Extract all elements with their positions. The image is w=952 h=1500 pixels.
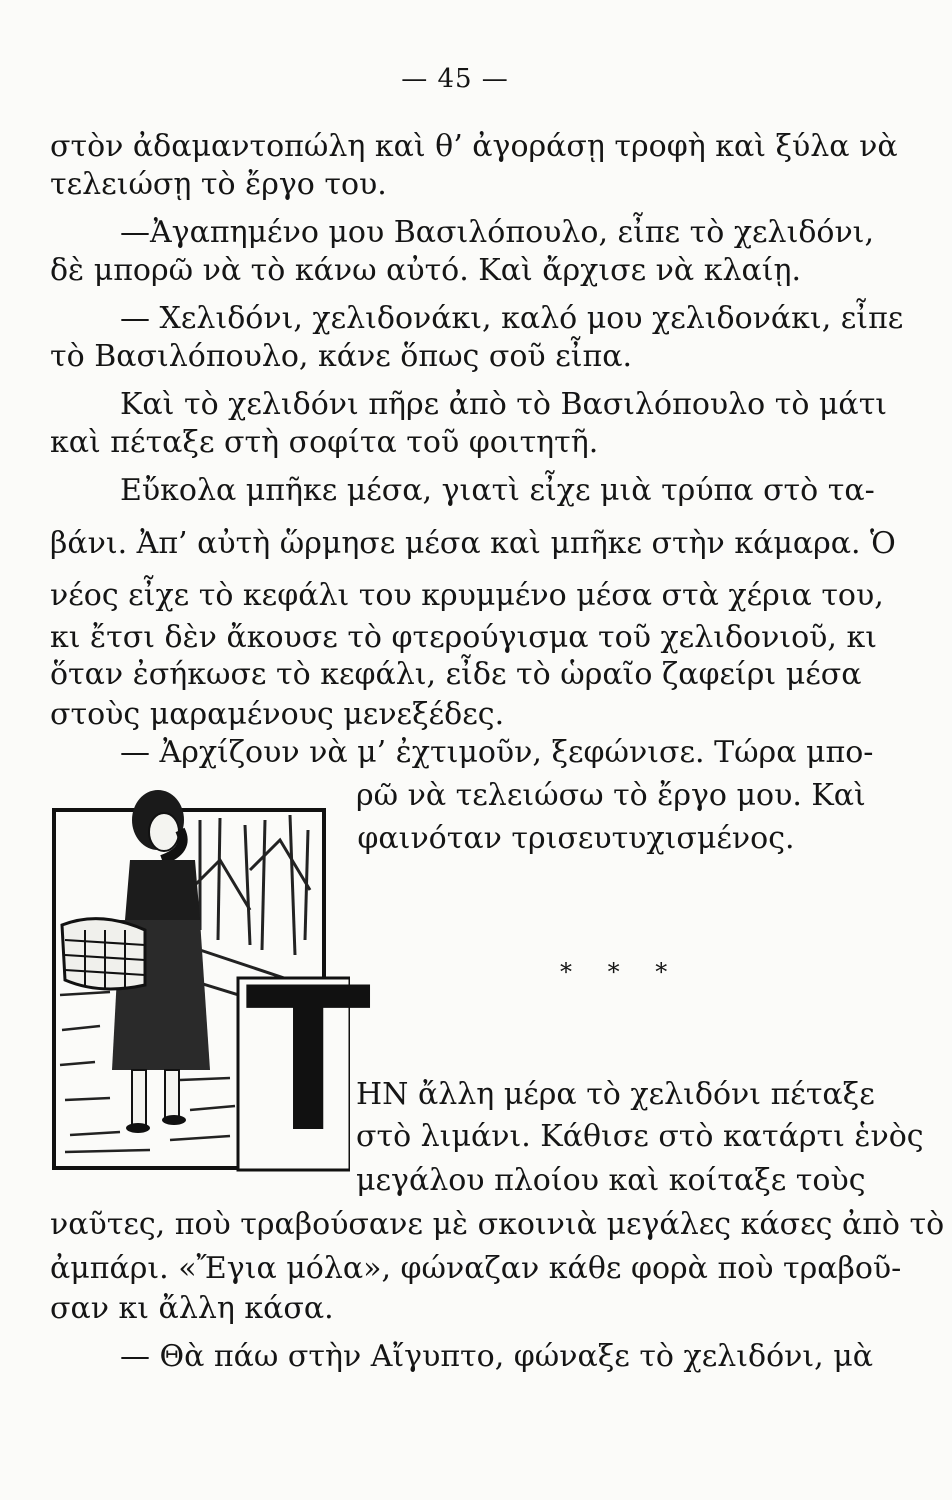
text-line: Εὔκολα μπῆκε μέσα, γιατὶ εἶχε μιὰ τρύπα στὸ τα- — [120, 473, 875, 508]
text-line: ΗΝ ἄλλη μέρα τὸ χελιδόνι πέταξε — [356, 1077, 875, 1112]
text-line: μεγάλου πλοίου καὶ κοίταξε τοὺς — [356, 1163, 866, 1198]
text-line: στὸν ἀδαμαντοπώλη καὶ θ’ ἀγοράσῃ τροφὴ καὶ ξύλα νὰ — [50, 129, 898, 164]
text-line: ρῶ νὰ τελειώσω τὸ ἔργο μου. Καὶ — [356, 778, 866, 813]
text-line: στὸ λιμάνι. Κάθισε στὸ κατάρτι ἑνὸς — [356, 1119, 924, 1154]
text-line: στοὺς μαραμένους μενεξέδες. — [50, 697, 505, 732]
page-number: — 45 — — [401, 64, 509, 94]
drop-cap-letter: T — [244, 939, 373, 1174]
text-line: —Ἀγαπημένο μου Βασιλόπουλο, εἶπε τὸ χελιδόνι, — [120, 215, 874, 250]
text-line: καὶ πέταξε στὴ σοφίτα τοῦ φοιτητῆ. — [50, 425, 599, 460]
text-line: νέος εἶχε τὸ κεφάλι του κρυμμένο μέσα στὰ χέρια του, — [50, 578, 884, 613]
text-line: — Χελιδόνι, χελιδονάκι, καλό μου χελιδονάκι, εἶπε — [120, 301, 904, 336]
text-line: σαν κι ἄλλη κάσα. — [50, 1291, 334, 1326]
text-line: ὅταν ἐσήκωσε τὸ κεφάλι, εἶδε τὸ ὡραῖο ζαφείρι μέσα — [50, 657, 862, 692]
section-separator: * * * — [560, 958, 682, 986]
text-line: τὸ Βασιλόπουλο, κάνε ὅπως σοῦ εἶπα. — [50, 339, 633, 374]
text-line: Καὶ τὸ χελιδόνι πῆρε ἀπὸ τὸ Βασιλόπουλο τὸ μάτι — [120, 387, 888, 422]
text-line: βάνι. Ἀπ’ αὐτὴ ὥρμησε μέσα καὶ μπῆκε στὴν κάμαρα. Ὁ — [50, 526, 896, 561]
text-line: — Ἀρχίζουν νὰ μ’ ἐχτιμοῦν, ξεφώνισε. Τώρα μπο- — [120, 735, 874, 770]
text-line: — Θὰ πάω στὴν Αἴγυπτο, φώναξε τὸ χελιδόνι, μὰ — [120, 1339, 873, 1374]
text-line: δὲ μπορῶ νὰ τὸ κάνω αὐτό. Καὶ ἄρχισε νὰ κλαίῃ. — [50, 253, 801, 288]
drop-cap-illustration — [50, 780, 373, 1174]
text-line: ἀμπάρι. «Ἔγια μόλα», φώναζαν κάθε φορὰ ποὺ τραβοῦ- — [50, 1251, 902, 1286]
text-line: τελειώσῃ τὸ ἔργο του. — [50, 167, 387, 202]
text-line: ναῦτες, ποὺ τραβούσανε μὲ σκοινιὰ μεγάλες κάσες ἀπὸ τὸ — [50, 1207, 945, 1242]
text-line: κι ἔτσι δὲν ἄκουσε τὸ φτερούγισμα τοῦ χελιδονιοῦ, κι — [50, 620, 877, 655]
text-line: φαινόταν τρισευτυχισμένος. — [357, 821, 795, 856]
